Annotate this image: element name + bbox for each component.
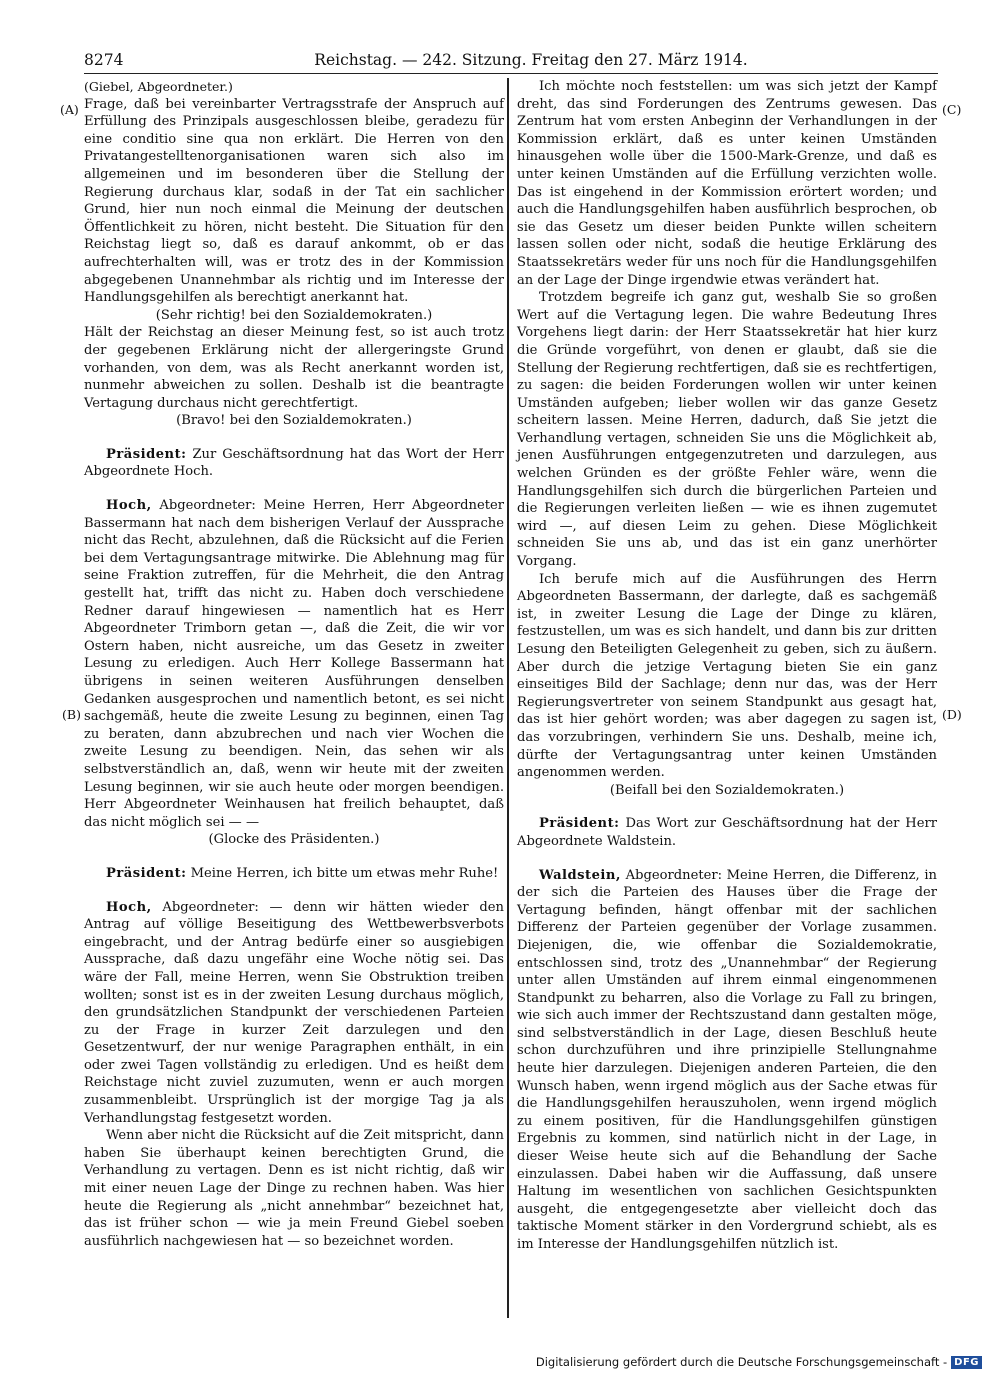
margin-marker-c: (C) xyxy=(942,102,962,117)
margin-marker-a: (A) xyxy=(60,102,79,117)
running-title: Reichstag. — 242. Sitzung. Freitag den 27. März 1914. xyxy=(314,51,748,69)
speech-paragraph xyxy=(517,867,937,1254)
reaction: (Sehr richtig! bei den Sozialdemokraten.) xyxy=(155,307,433,323)
footer-text: Digitalisierung gefördert durch die Deutsche Forschungsgemeinschaft - xyxy=(535,1355,948,1369)
paragraph: Hält der Reichstag an dieser Meinung fest, so ist auch trotz der gegebenen Erklärung nicht der allergeringste Grund vorhanden, von dem, was als Recht anerkannt worden ist, nunmehr abweichen zu sollen. Deshalb ist die beantragte Vertagung durchaus nicht gerechtfertigt. xyxy=(84,325,504,411)
speech-paragraph xyxy=(84,497,504,831)
speech-paragraph xyxy=(84,446,504,481)
digitization-footer xyxy=(536,1355,982,1369)
speaker-name: Waldstein, xyxy=(539,867,621,883)
reaction: (Beifall bei den Sozialdemokraten.) xyxy=(609,782,845,798)
speech-paragraph xyxy=(517,815,937,850)
speech-text: Zur Geschäftsordnung hat das Wort der Herr Abgeordnete Hoch. xyxy=(84,446,504,480)
speech-text: Das Wort zur Geschäftsordnung hat der Herr Abgeordnete Waldstein. xyxy=(517,816,937,849)
speech-text: Abgeordneter: Meine Herren, Herr Abgeordneter Bassermann hat nach dem bisherigen Verlauf der Aussprache nicht das Recht, abzulehnen, daß die Rücksicht auf die Ferien bei dem Vertagungsantrage mitwirke. Die Ablehnung mag für seine Fraktion zutreffen, für die Mehrheit, die den Antrag gestellt hat, trifft das nicht zu. Haben doch verschiedene Redner darauf hingewiesen — namentlich hat es Herr Abgeordneter Trimborn getan —, daß die Zeit, die wir vor Ostern haben, nicht ausreiche, um das Gesetz in zweiter Lesung zu erledigen. Auch Herr Kollege Bassermann hat übrigens in seinen weiteren Ausführungen denselben Gedanken ausgesprochen und namentlich betont, es sei nicht sachgemäß, heute die zweite Lesung zu beginnen, einen Tag zu beraten, dann abzubrechen und nach vier Wochen die zweite Lesung zu beendigen. Nein, das sehen wir als selbstverständlich an, daß, wenn wir heute mit der zweiten Lesung beginnen, wir sie auch heute oder morgen beendigen. Herr Abgeordneter Weinhausen hat freilich behauptet, daß das nicht möglich sei — — xyxy=(84,498,504,830)
speaker-name: Präsident: xyxy=(539,816,620,832)
reaction: (Bravo! bei den Sozialdemokraten.) xyxy=(176,413,412,429)
margin-marker-b: (B) xyxy=(62,707,81,722)
speech-paragraph xyxy=(84,899,504,1128)
reaction: (Glocke des Präsidenten.) xyxy=(208,832,380,848)
paragraph: Wenn aber nicht die Rücksicht auf die Zeit mitspricht, dann haben Sie überhaupt keinen berechtigten Grund, die Verhandlung zu vertagen. Denn es ist nicht richtig, daß wir mit einer neuen Lage der Dinge zu rechnen haben. Was hier heute die Regierung als „nicht annehmbar“ bezeichnet hat, das ist früher schon — wie ja mein Freund Giebel soeben ausführlich nachgewiesen hat — so bezeichnet worden. xyxy=(84,1128,504,1249)
paragraph: Ich möchte noch feststellen: um was sich jetzt der Kampf dreht, das sind Forderungen des Zentrums gewesen. Das Zentrum hat vom ersten Anbeginn der Verhandlungen in der Kommission erklärt, daß es unter keinen Umständen hinausgehen wolle über die 1500-Mark-Grenze, und daß es unter keinen Umständen auf die Erfüllung verzichten wolle. Das ist eingehend in der Kommission erörtert worden; und auch die Handlungsgehilfen haben ausführlich besprochen, ob sie das Gesetz um dieser beiden Punkte willen scheitern lassen sollen oder nicht, sodaß die heutige Erklärung des Staatssekretärs weder für uns noch für die Handlungsgehilfen an der Lage der Dinge irgendwie etwas verändert hat. xyxy=(517,79,937,288)
page-number: 8274 xyxy=(84,51,124,69)
speaker-name: Präsident: xyxy=(106,865,187,881)
right-column xyxy=(517,78,937,1254)
margin-marker-d: (D) xyxy=(942,707,962,722)
speech-paragraph xyxy=(84,865,504,883)
speaker-attribution: (Giebel, Abgeordneter.) xyxy=(84,79,233,94)
speaker-name: Hoch, xyxy=(106,899,152,915)
left-column xyxy=(84,78,504,1250)
column-divider xyxy=(507,78,509,1318)
speech-text: Abgeordneter: — denn wir hätten wieder den Antrag auf völlige Beseitigung des Wettbewerbsverbots eingebracht, und der Antrag bedürfe einer so ausgiebigen Aussprache, daß dazu ungefähr eine Woche nötig sei. Das wäre der Fall, meine Herren, wenn Sie Obstruktion treiben wollten; sonst ist es in der zweiten Lesung durchaus möglich, den grundsätzlichen Standpunkt der verschiedenen Parteien zu der Frage in kurzer Zeit darzulegen und den Gesetzentwurf, der nur wenige Paragraphen enthält, in ein oder zwei Tagen vollständig zu erledigen. Und es heißt dem Reichstage nicht zuviel zuzumuten, wenn er auch morgen zusammenbleibt. Ursprünglich ist der morgige Tag ja als Verhandlungstag festgesetzt worden. xyxy=(84,899,504,1126)
paragraph: Frage, daß bei vereinbarter Vertragsstrafe der Anspruch auf Erfüllung des Prinzipals ausgeschlossen bleibe, geradezu für eine conditio sine qua non erklärt. Die Herren von den Privatangestelltenorganisationen waren sich also im allgemeinen und im besonderen über die Stellung der Regierung durchaus klar, sodaß in der Tat ein sachlicher Grund, hier nun noch einmal die Meinung der deutschen Öffentlichkeit zu hören, nicht besteht. Die Situation für den Reichstag liegt so, daß es darauf ankommt, ob er das aufrechterhalten will, was er trotz des in der Kommission abgegebenen Unannehmbar als richtig und im Interesse der Handlungsgehilfen als berechtigt anerkannt hat. xyxy=(84,96,504,306)
speaker-name: Hoch, xyxy=(106,498,152,514)
speech-text: Abgeordneter: Meine Herren, die Differenz, in der sich die Parteien des Hauses über die Frage der Vertagung befinden, hängt offenbar mit der sachlichen Differenz der Parteien gegenüber der Vorlage zusammen. Diejenigen, die, wie offenbar die Sozialdemokratie, entschlossen sind, trotz des „Unannehmbar“ der Regierung unter allen Umständen auf ihrem einmal eingenommenen Standpunkt zu beharren, also die Vorlage zu Fall zu bringen, wie sich auch immer der Rechtszustand dann gestalten möge, sind selbstverständlich in der Lage, diesen Beschluß heute schon durchzuführen und ihre prinzipielle Stellungnahme heute hier darzulegen. Diejenigen anderen Parteien, die den Wunsch haben, wenn irgend möglich aus der Sache etwas für die Handlungsgehilfen herauszuholen, wenn irgend möglich zu einem positiven, für die Handlungsgehilfen günstigen Ergebnis zu kommen, sind natürlich nicht in der Lage, in dieser Weise heute sich auf die Behandlung der Sache einzulassen. Dabei haben wir die Auffassung, daß unsere Haltung im wesentlichen von sachlichen Gesichtspunkten ausgeht, die entgegengesetzte aber vielleicht doch das taktische Moment stärker in den Vordergrund schiebt, als es im Interesse der Handlungsgehilfen nützlich ist. xyxy=(517,867,937,1252)
dfg-logo: DFG xyxy=(951,1356,982,1369)
page-header xyxy=(84,47,938,74)
paragraph: Trotzdem begreife ich ganz gut, weshalb Sie so großen Wert auf die Vertagung legen. Die wahre Bedeutung Ihres Vorgehens liegt darin: der Herr Staatssekretär hat hier kurz die Gründe vorgeführt, von denen er glaubt, daß sie die Stellung der Regierung rechtfertigen, daß sie es rechtfertigen, zu sagen: die beiden Forderungen wollen wir unter keinen Umständen aufgeben; lieber wollen wir das ganze Gesetz scheitern lassen. Meine Herren, dadurch, daß Sie jetzt die Verhandlung vertagen, schneiden Sie uns die Möglichkeit ab, jenen Ausführungen entgegenzutreten und darzulegen, aus welchen Gründen es der größte Fehler wäre, wenn die Handlungsgehilfen sich durch die bürgerlichen Parteien und die Regierungen verleiten ließen — wie es ihnen zugemutet wird —, auf diesen Leim zu gehen. Diese Möglichkeit schneiden Sie uns ab, und das ist ein ganz unerhörter Vorgang. xyxy=(517,290,937,570)
paragraph: Ich berufe mich auf die Ausführungen des Herrn Abgeordneten Bassermann, der darlegte, daß es sachgemäß ist, in zweiter Lesung die Lage der Dinge zu klären, festzustellen, um was es sich handelt, und dann bis zur dritten Lesung den Beteiligten Gelegenheit zu geben, sich zu äußern. Aber durch die jetzige Vertagung bieten Sie ein ganz einseitiges Bild der Sachlage; denn nur das, was der Herr Regierungsvertreter von seinem Standpunkt aus gesagt hat, das ist hier gehört worden; was aber dagegen zu sagen ist, das vorzubringen, verhindern Sie uns. Deshalb, meine ich, dürfte der Vertagungsantrag unter keinen Umständen angenommen werden. xyxy=(517,571,937,781)
speech-text: Meine Herren, ich bitte um etwas mehr Ruhe! xyxy=(190,865,499,881)
speaker-name: Präsident: xyxy=(106,446,187,462)
